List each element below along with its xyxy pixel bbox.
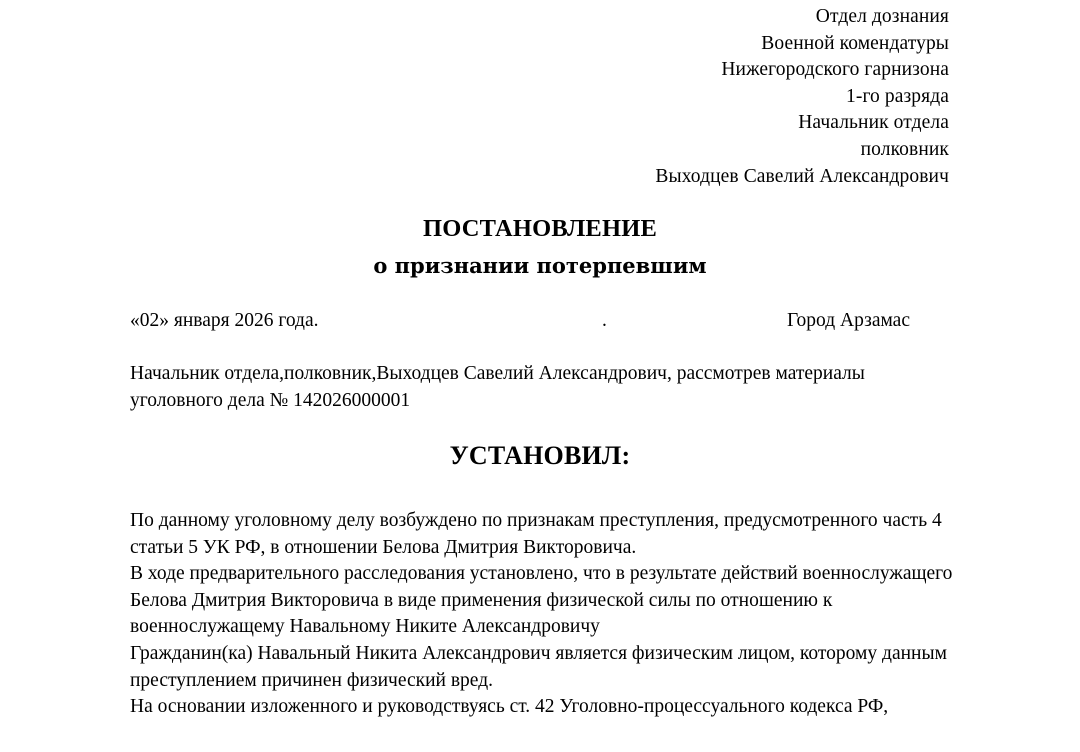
document-city: Город Арзамас xyxy=(787,310,910,331)
header-line-department: Отдел дознания xyxy=(815,6,949,27)
header-line-rank-category: 1-го разряда xyxy=(846,85,949,107)
date-city-line xyxy=(130,308,950,334)
body-block xyxy=(130,508,954,721)
header-line-garrison: Нижегородского гарнизона xyxy=(721,59,949,81)
section-heading-ustanovil: УСТАНОВИЛ: xyxy=(449,441,631,470)
header-line-officer-name: Выходцев Савелий Александрович xyxy=(655,165,949,187)
body-paragraph: В ходе предварительного расследования установлено, что в результате действий военнослужащего Белова Дмитрия Викторовича в виде применения физической силы по отношению к военнослужащему Навальному Никите Александровичу xyxy=(130,563,953,638)
document-title-block xyxy=(130,214,950,281)
body-paragraph: Гражданин(ка) Навальный Никита Александрович является физическим лицом, которому данным преступлением причинен физический вред. xyxy=(130,642,947,691)
header-line-commandantry: Военной комендатуры xyxy=(761,32,949,54)
header-line-rank: полковник xyxy=(860,138,949,160)
page-title: ПОСТАНОВЛЕНИЕ xyxy=(422,215,658,242)
body-paragraph: На основании изложенного и руководствуясь ст. 42 Уголовно-процессуального кодекса РФ, xyxy=(130,696,889,718)
header-line-position: Начальник отдела xyxy=(798,112,949,134)
date-line-separator: . xyxy=(602,310,607,331)
page-subtitle: о признании потерпевшим xyxy=(373,253,707,278)
intro-paragraph: Начальник отдела,полковник,Выходцев Савелий Александрович, рассмотрев материалы уголовного дела № 142026000001 xyxy=(130,363,865,411)
body-paragraph: По данному уголовному делу возбуждено по признакам преступления, предусмотренного часть 4 статьи 5 УК РФ, в отношении Белова Дмитрия Викторовича. xyxy=(130,510,942,558)
document-date: «02» января 2026 года. xyxy=(130,310,319,331)
document-header-block xyxy=(560,4,949,190)
